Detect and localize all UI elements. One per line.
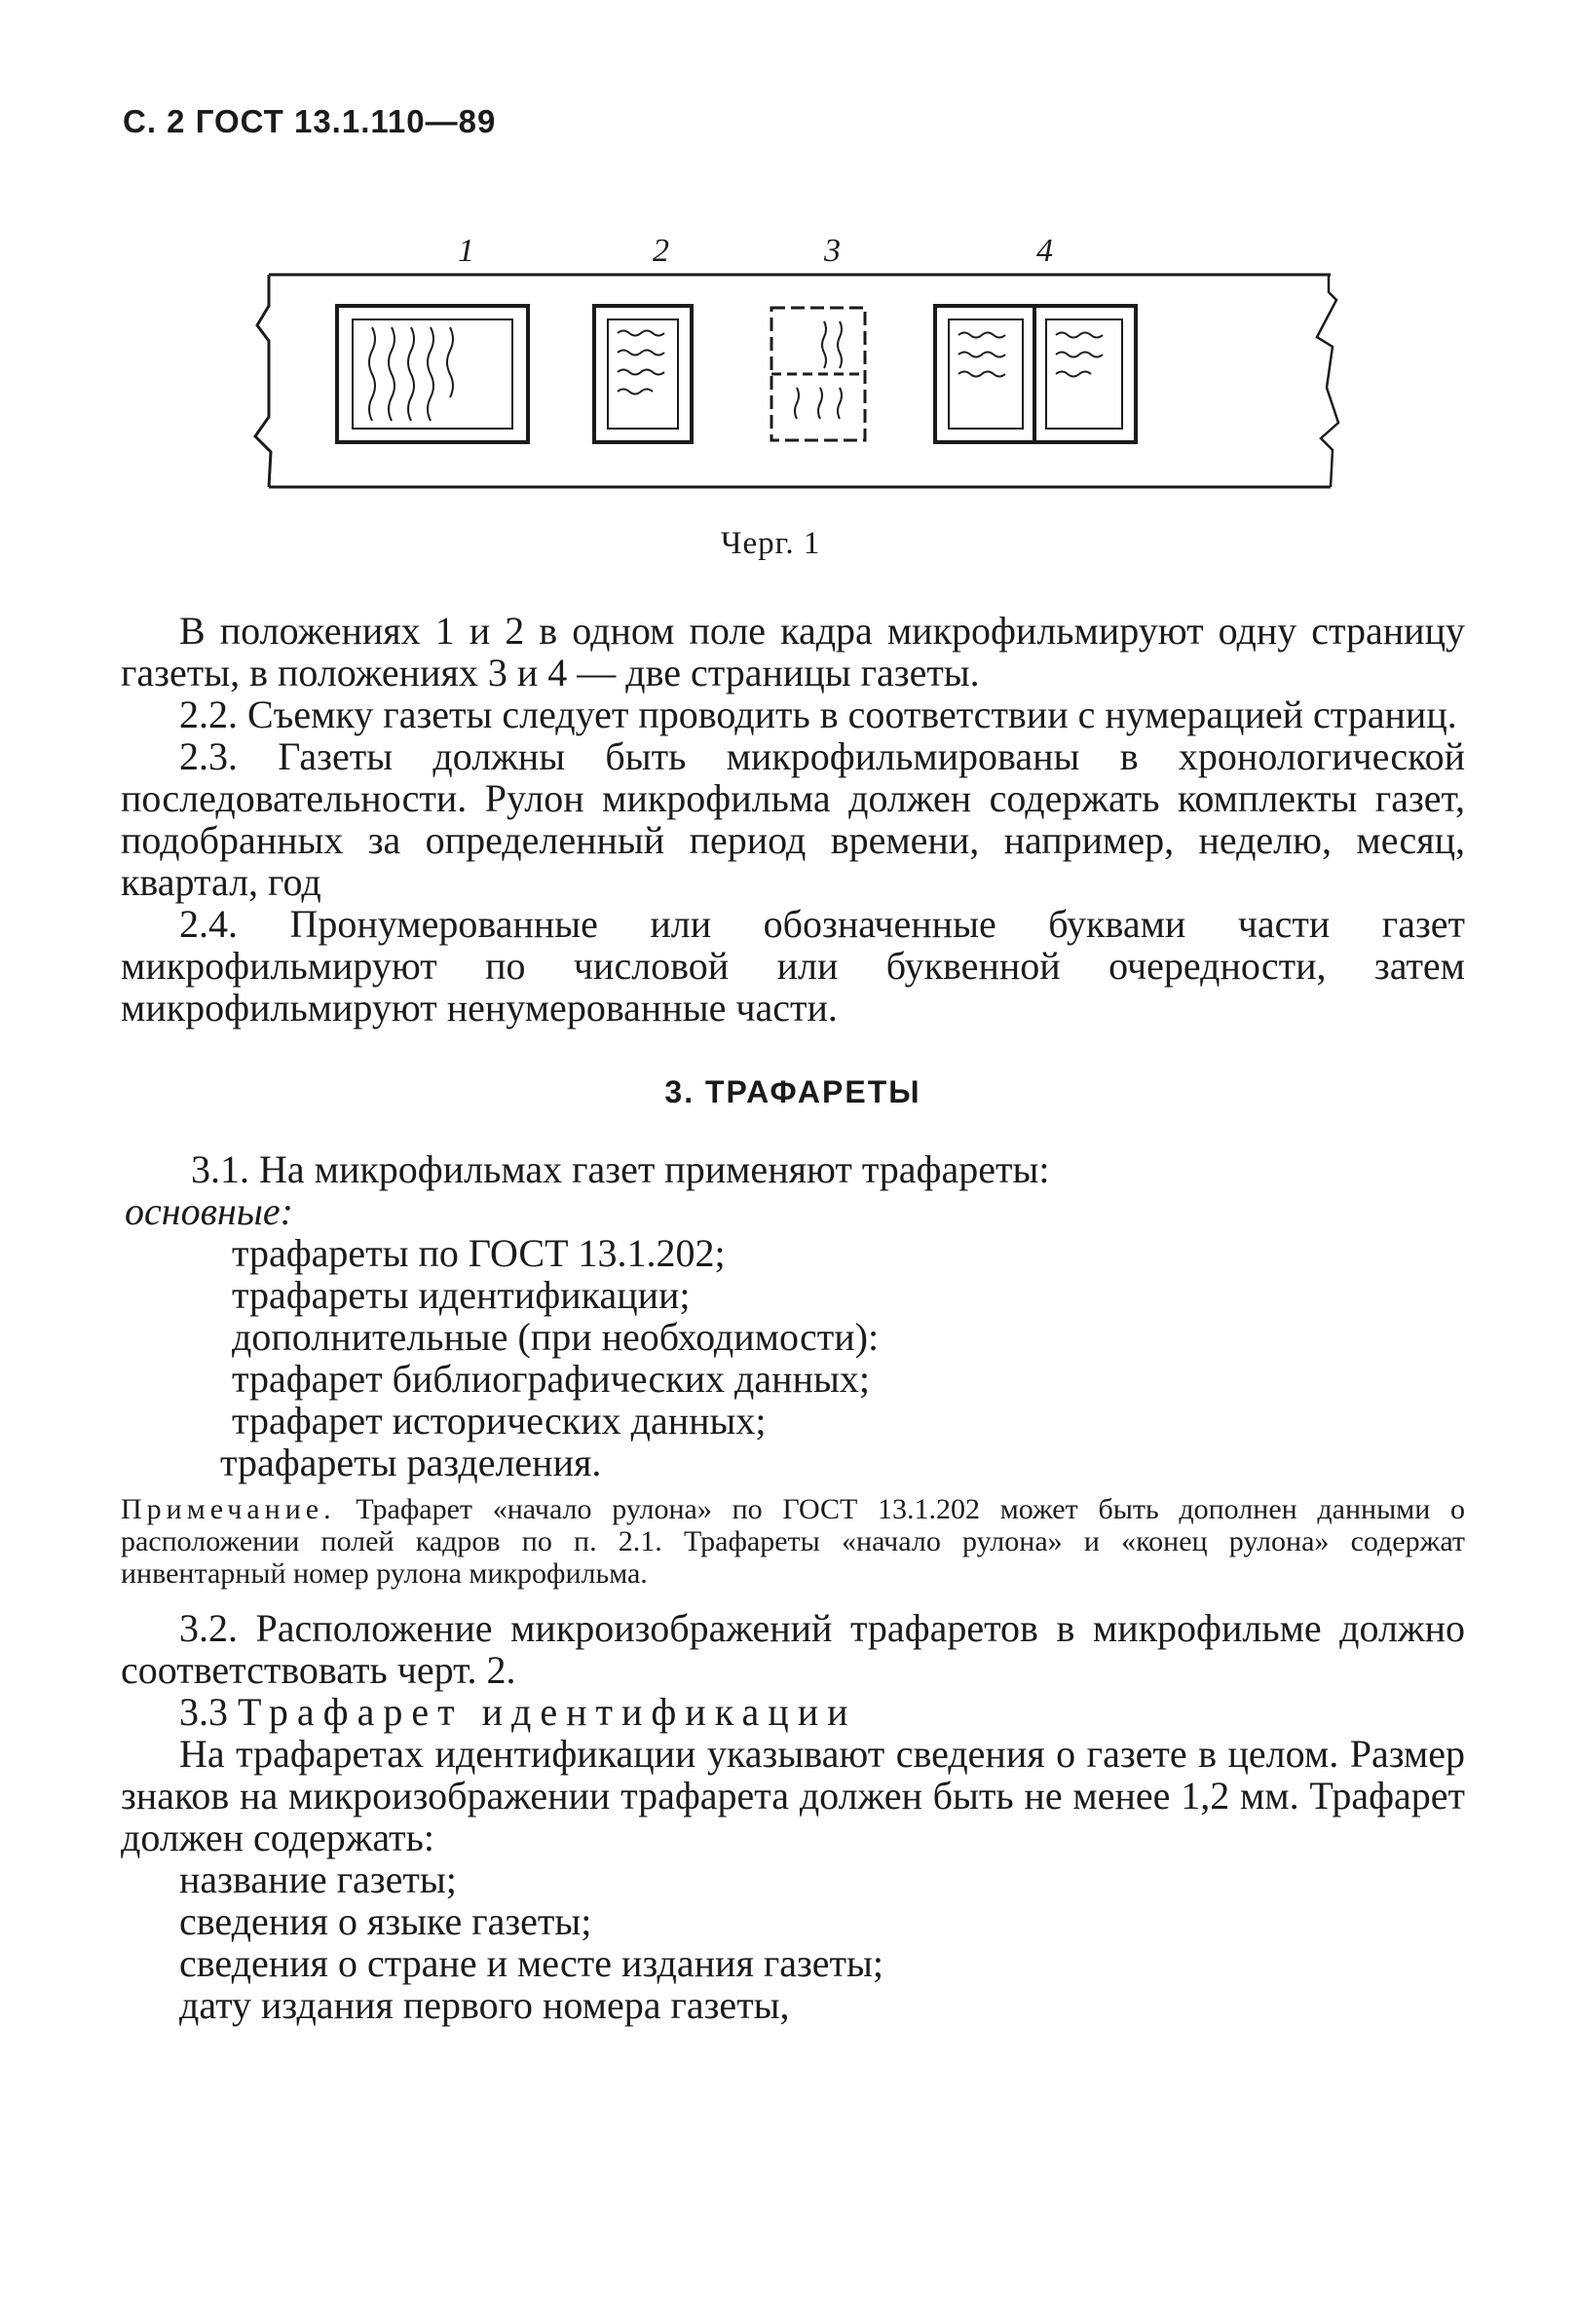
paragraph-2-4: 2.4. Пронумерованные или обозначенные буквами части газет микрофильмируют по числовой или буквенной очередности, затем микрофильмируют ненумерованные части. — [121, 902, 1465, 1030]
figure-label-3: 3 — [824, 233, 841, 269]
figure-label-4: 4 — [1036, 233, 1053, 269]
paragraph-positions: В положениях 1 и 2 в одном поле кадра микрофильмируют одну страницу газеты, в положениях 3 и 4 — две страницы газеты. — [121, 609, 1465, 694]
paragraph-3-1: 3.1. На микрофильмах газет применяют трафареты: — [191, 1147, 1050, 1191]
frame-1-outer — [337, 306, 528, 442]
figure-caption: Черг. 1 — [721, 526, 821, 561]
section-3-title: 3. ТРАФАРЕТЫ — [664, 1074, 921, 1109]
note — [121, 1493, 1465, 1590]
figure-label-2: 2 — [653, 233, 669, 269]
paragraph-3-3-number: 3.3 — [179, 1690, 228, 1734]
frame-4-page-right — [1046, 319, 1122, 429]
identification-content-list — [121, 1858, 1465, 2026]
note-label: Примечание. — [121, 1493, 336, 1525]
content-item: сведения о языке газеты; — [179, 1899, 592, 1943]
note-text: Трафарет «начало рулона» по ГОСТ 13.1.202 может быть дополнен данными о расположении полей кадров по п. 2.1. Трафареты «начало рулона» и «конец рулона» содержат инвентарный номер рулона микрофильма. — [121, 1493, 1465, 1590]
additional-item: трафареты разделения. — [220, 1441, 602, 1484]
additional-item: трафарет библиографических данных; — [232, 1357, 870, 1401]
content-item: дату издания первого номера газеты, — [179, 1983, 790, 2027]
basic-item: трафареты идентификации; — [232, 1273, 691, 1317]
additional-label: дополнительные (при необходимости): — [232, 1315, 880, 1359]
paragraph-3-3-heading-line — [121, 1691, 1465, 1733]
figure-1 — [249, 232, 1350, 505]
paragraph-3-3-heading: Трафарет идентификации — [238, 1690, 857, 1734]
film-right-break — [1317, 275, 1338, 487]
basic-item: трафареты по ГОСТ 13.1.202; — [232, 1231, 726, 1275]
stencil-list — [121, 1148, 1465, 1483]
film-left-break — [255, 275, 271, 487]
frame-1-text-line — [408, 327, 414, 421]
document-body — [121, 610, 1465, 2026]
frame-1-text-line — [428, 327, 433, 421]
basic-label: основные: — [125, 1189, 293, 1233]
frame-1-text-line — [369, 327, 375, 421]
paragraph-3-3-text: На трафаретах идентификации указывают сведения о газете в целом. Размер знаков на микроизображении трафарета должен быть не менее 1,2 мм. Трафарет должен содержать: — [121, 1732, 1465, 1859]
content-item: название газеты; — [179, 1857, 457, 1901]
figure-label-1: 1 — [458, 233, 474, 269]
paragraph-2-2: 2.2. Съемку газеты следует проводить в соответствии с нумерацией страниц. — [179, 693, 1457, 736]
paragraph-3-2: 3.2. Расположение микроизображений трафаретов в микрофильме должно соответствовать черт. 2. — [121, 1606, 1465, 1692]
film-strip-diagram — [249, 232, 1350, 505]
page-header: С. 2 ГОСТ 13.1.110—89 — [123, 103, 497, 139]
frame-1-text-line — [389, 327, 394, 421]
additional-item: трафарет исторических данных; — [232, 1399, 767, 1443]
content-item: сведения о стране и месте издания газеты; — [179, 1941, 884, 1985]
paragraph-2-3: 2.3. Газеты должны быть микрофильмированы в хронологической последовательности. Рулон микрофильма должен содержать комплекты газет, подобранных за определенный период времени, например, неделю, месяц, квартал, год — [121, 734, 1465, 904]
frame-2-page — [608, 319, 678, 429]
frame-1-text-line — [447, 327, 453, 397]
